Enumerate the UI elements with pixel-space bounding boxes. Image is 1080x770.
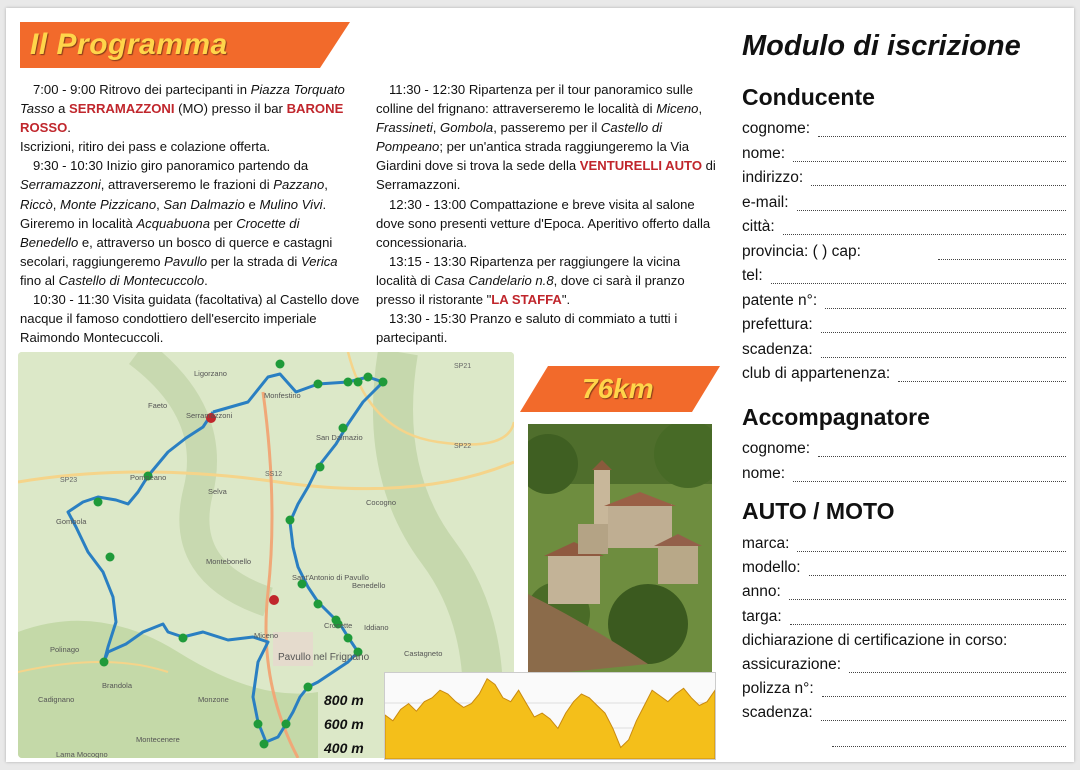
highlight-name: LA STAFFA bbox=[491, 292, 562, 308]
form-field-label: dichiarazione di certificazione in corso: bbox=[742, 631, 1008, 649]
form-field-label: cognome: bbox=[742, 120, 811, 137]
form-field-label: prefettura: bbox=[742, 316, 813, 333]
elevation-label-800: 800 m bbox=[324, 692, 364, 708]
waypoint-marker[interactable] bbox=[286, 516, 295, 525]
map-place-label: Sant'Antonio di Pavullo bbox=[292, 573, 369, 582]
map-road-label: SP22 bbox=[454, 443, 472, 450]
distance-value: 76km bbox=[582, 373, 654, 404]
program-text: San Dalmazio bbox=[163, 196, 245, 212]
elevation-label-600: 600 m bbox=[324, 716, 364, 732]
form-field-label: scadenza: bbox=[742, 340, 813, 358]
distance-banner bbox=[520, 366, 720, 412]
program-text: 7:00 - 9:00 Ritrovo dei partecipanti in bbox=[33, 82, 251, 97]
program-text: di Serramazzoni. bbox=[376, 158, 716, 193]
program-text: Riccò bbox=[20, 196, 53, 212]
form-field-label: assicurazione: bbox=[742, 656, 842, 673]
program-text: Castello di Montecuccolo bbox=[58, 272, 205, 288]
program-paragraph bbox=[376, 195, 716, 252]
waypoint-marker[interactable] bbox=[100, 658, 109, 667]
program-text: Castello di Pompeano bbox=[376, 120, 663, 155]
waypoint-marker[interactable] bbox=[260, 740, 269, 749]
map-place-label: Crocette bbox=[324, 621, 353, 630]
form-field-input[interactable] bbox=[811, 185, 1066, 186]
form-field-input[interactable] bbox=[789, 599, 1066, 600]
map-place-label: Brandola bbox=[102, 681, 133, 690]
map-place-label: Cocogno bbox=[366, 498, 397, 507]
elevation-area bbox=[385, 679, 715, 759]
program-text: 13:30 - 15:30 Pranzo e saluto di commiato a tutti i partecipanti. bbox=[376, 311, 678, 346]
program-text: Monte Pizzicano bbox=[60, 196, 157, 212]
form-field-input[interactable] bbox=[783, 234, 1066, 235]
waypoint-marker[interactable] bbox=[316, 463, 325, 472]
program-text: (MO) presso il bar bbox=[174, 101, 287, 117]
form-field-input[interactable] bbox=[818, 136, 1066, 137]
map-place-label: Faeto bbox=[148, 401, 168, 410]
form-field-label: e-mail: bbox=[742, 193, 789, 211]
map-place-label: Montebonello bbox=[206, 557, 252, 566]
form-field-label: provincia: ( ) cap: bbox=[742, 242, 861, 260]
form-field-input[interactable] bbox=[797, 551, 1066, 552]
map-road-label: SP21 bbox=[454, 363, 472, 370]
program-paragraph bbox=[20, 80, 360, 137]
form-field-input[interactable] bbox=[790, 624, 1066, 625]
form-field-input[interactable] bbox=[797, 210, 1066, 211]
form-field-label: città: bbox=[742, 218, 775, 235]
map-place-label: Serramazzoni bbox=[186, 411, 233, 420]
program-text: per bbox=[209, 215, 237, 231]
highlight-name: BARONE ROSSO bbox=[20, 101, 344, 136]
map-place-label: Selva bbox=[208, 487, 227, 496]
map-place-label: Iddiano bbox=[364, 623, 389, 632]
form-field-input[interactable] bbox=[898, 381, 1066, 382]
form-field-input[interactable] bbox=[938, 259, 1066, 260]
map-place-label: San Dalmazio bbox=[316, 433, 363, 442]
form-field-label: modello: bbox=[742, 559, 801, 577]
program-text: , dove ci sarà il pranzo presso il ristorante " bbox=[376, 272, 685, 308]
map-place-label: Polinago bbox=[50, 645, 80, 654]
program-title: Il Programma bbox=[30, 28, 228, 61]
program-paragraph bbox=[20, 156, 360, 290]
form-field-input[interactable] bbox=[821, 332, 1066, 333]
poi-marker[interactable] bbox=[269, 595, 279, 605]
waypoint-marker[interactable] bbox=[179, 634, 188, 643]
program-paragraph bbox=[20, 137, 360, 156]
form-field-label: tel: bbox=[742, 267, 763, 284]
program-text: per la strada di bbox=[207, 253, 301, 269]
waypoint-marker[interactable] bbox=[354, 378, 363, 387]
castle-photo bbox=[528, 424, 712, 676]
program-text: a bbox=[54, 101, 70, 117]
waypoint-marker[interactable] bbox=[314, 380, 323, 389]
program-text: Frassineti bbox=[376, 120, 433, 136]
waypoint-marker[interactable] bbox=[106, 553, 115, 562]
map-place-label: Benedello bbox=[352, 581, 386, 590]
program-text: Miceno bbox=[656, 101, 699, 117]
form-field-input[interactable] bbox=[793, 161, 1066, 162]
map-place-label: Pavullo nel Frignano bbox=[278, 652, 370, 663]
program-text: , bbox=[432, 120, 441, 136]
form-field-input[interactable] bbox=[832, 746, 1066, 747]
form-field-label: polizza n°: bbox=[742, 680, 814, 698]
form-field-label: nome: bbox=[742, 144, 786, 162]
highlight-name: VENTURELLI AUTO bbox=[579, 158, 703, 174]
program-text: . bbox=[204, 272, 208, 288]
form-field-input[interactable] bbox=[849, 672, 1066, 673]
program-column-1 bbox=[20, 80, 360, 347]
waypoint-marker[interactable] bbox=[254, 720, 263, 729]
map-place-label: Monzone bbox=[198, 695, 229, 704]
form-field-label: scadenza: bbox=[742, 704, 813, 722]
program-text: e, attraverso un bosco di querce e castagni secolari, raggiungeremo bbox=[20, 234, 333, 269]
form-field-input[interactable] bbox=[821, 720, 1066, 721]
elevation-profile bbox=[384, 672, 716, 760]
waypoint-marker[interactable] bbox=[304, 683, 313, 692]
waypoint-marker[interactable] bbox=[314, 600, 323, 609]
map-place-label: Gombola bbox=[56, 517, 87, 526]
program-text: 9:30 - 10:30 Inizio giro panoramico partendo da bbox=[33, 158, 309, 174]
program-text: , bbox=[156, 196, 164, 212]
program-text: 12:30 - 13:00 Compattazione e breve visita al salone dove sono presenti vetture d'Epoca. Aperitivo offerto dalla concessionaria. bbox=[376, 196, 711, 250]
program-text: , bbox=[52, 196, 61, 212]
companion-title-heading: Accompagnatore bbox=[742, 404, 930, 430]
program-text: Piazza Torquato Tasso bbox=[20, 82, 345, 117]
form-field-input[interactable] bbox=[821, 357, 1066, 358]
form-field-input[interactable] bbox=[793, 481, 1066, 482]
program-text: Acquabuona bbox=[136, 215, 210, 231]
waypoint-marker[interactable] bbox=[339, 424, 348, 433]
driver-title-heading: Conducente bbox=[742, 84, 875, 110]
form-field-label: nome: bbox=[742, 464, 786, 482]
program-text: Crocette di Benedello bbox=[20, 215, 300, 250]
form-field-label: indirizzo: bbox=[742, 169, 804, 186]
form-field-label: patente n°: bbox=[742, 291, 818, 309]
waypoint-marker[interactable] bbox=[94, 498, 103, 507]
program-paragraph bbox=[376, 252, 716, 309]
map-place-label: Miceno bbox=[254, 631, 279, 640]
map-place-label: Monfestino bbox=[264, 391, 301, 400]
map-place-label: Cadignano bbox=[38, 695, 75, 704]
program-text: Pavullo bbox=[164, 253, 208, 269]
waypoint-marker[interactable] bbox=[282, 720, 291, 729]
program-text: ". bbox=[561, 292, 571, 308]
program-banner bbox=[20, 22, 350, 68]
program-text: , bbox=[698, 101, 703, 117]
program-text: 10:30 - 11:30 Visita guidata (facoltativa) al Castello dove nacque il famoso condottiero dell'esercito imperiale Raimondo Montecuccoli. bbox=[20, 292, 360, 346]
map-place-label: Montecenere bbox=[136, 735, 180, 744]
program-text: Gombola bbox=[440, 120, 494, 136]
form-field-input[interactable] bbox=[822, 696, 1066, 697]
program-text: fino al bbox=[20, 272, 59, 288]
program-text: 13:15 - 13:30 Ripartenza per raggiungere la vicina località di bbox=[376, 253, 681, 288]
program-text: , attraverseremo le frazioni di bbox=[100, 177, 274, 193]
highlight-name: SERRAMAZZONI bbox=[69, 101, 175, 117]
form-field-label: targa: bbox=[742, 607, 782, 625]
program-text: Pazzano bbox=[273, 177, 325, 193]
map-place-label: Ligorzano bbox=[194, 369, 227, 378]
map-road-label: SS12 bbox=[265, 471, 283, 478]
program-text: ; per un'antica strada raggiungeremo la Via Giardini dove si trova la sede della bbox=[376, 139, 690, 174]
program-text: . Gireremo in località bbox=[20, 196, 327, 231]
map-place-label: Pompeano bbox=[130, 473, 167, 482]
form-field-input[interactable] bbox=[809, 575, 1066, 576]
waypoint-marker[interactable] bbox=[344, 634, 353, 643]
elevation-label-400: 400 m bbox=[324, 740, 364, 756]
program-text: , bbox=[324, 177, 328, 193]
program-paragraph bbox=[376, 309, 716, 347]
form-field-input[interactable] bbox=[818, 456, 1066, 457]
program-text: . bbox=[67, 120, 71, 136]
map-place-label: Castagneto bbox=[404, 649, 443, 658]
program-paragraph bbox=[376, 80, 716, 195]
vehicle-title-heading: AUTO / MOTO bbox=[742, 498, 895, 524]
program-text: , passeremo per il bbox=[493, 120, 601, 136]
form-field-label: anno: bbox=[742, 583, 781, 601]
form-field-input[interactable] bbox=[771, 283, 1066, 284]
form-field-input[interactable] bbox=[825, 308, 1066, 309]
map-road-label: SP23 bbox=[60, 477, 78, 484]
brochure-page bbox=[6, 8, 1074, 762]
program-text: Casa Candelario n.8 bbox=[434, 272, 554, 288]
program-text: e bbox=[244, 196, 260, 212]
waypoint-marker[interactable] bbox=[344, 378, 353, 387]
program-text: Mulino Vivi bbox=[259, 196, 323, 212]
program-text: Verica bbox=[300, 253, 338, 269]
program-column-2 bbox=[376, 80, 716, 347]
waypoint-marker[interactable] bbox=[276, 360, 285, 369]
program-text: Iscrizioni, ritiro dei pass e colazione offerta. bbox=[20, 139, 271, 155]
form-field-label: club di appartenenza: bbox=[742, 365, 891, 382]
waypoint-marker[interactable] bbox=[364, 373, 373, 382]
map-place-label: Lama Mocogno bbox=[56, 750, 108, 758]
form-field-label: marca: bbox=[742, 535, 790, 552]
form-field-label: cognome: bbox=[742, 440, 811, 457]
program-text: Serramazzoni bbox=[20, 177, 101, 193]
program-paragraph bbox=[20, 290, 360, 347]
form-title: Modulo di iscrizione bbox=[742, 30, 1021, 62]
program-text: 11:30 - 12:30 Ripartenza per il tour panoramico sulle colline del frignano: attraverseremo le località di bbox=[376, 82, 693, 117]
waypoint-marker[interactable] bbox=[379, 378, 388, 387]
